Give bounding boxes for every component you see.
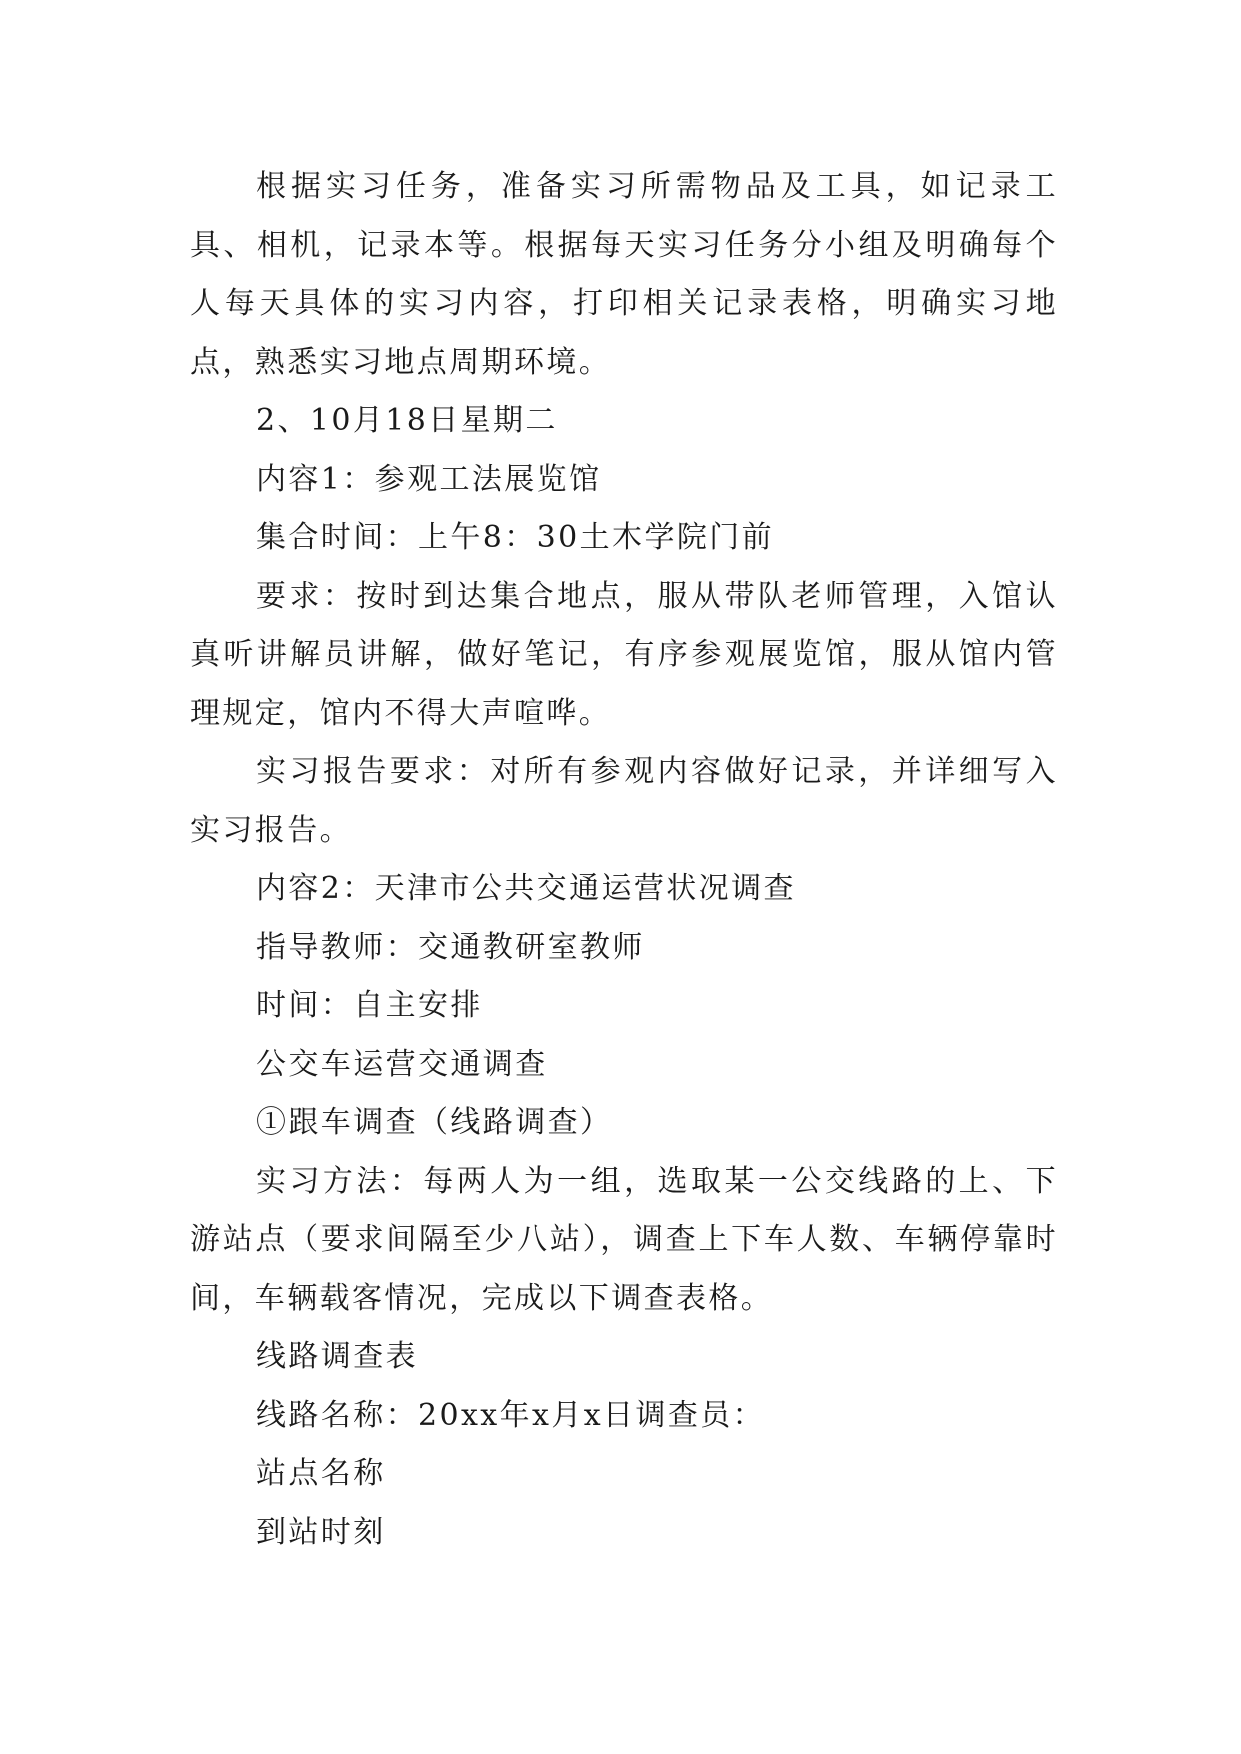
paragraph-requirements: 要求：按时到达集合地点，服从带队老师管理，入馆认真听讲解员讲解，做好笔记，有序参观展览馆，服从馆内管理规定，馆内不得大声喧哗。: [190, 578, 1058, 731]
paragraph-bus-survey: 公交车运营交通调查: [256, 1046, 548, 1082]
paragraph-date-heading: 2、10月18日星期二: [256, 403, 558, 438]
paragraph-preparation: 根据实习任务，准备实习所需物品及工具，如记录工具、相机，记录本等。根据每天实习任务分小组及明确每个人每天具体的实习内容，打印相关记录表格，明确实习地点，熟悉实习地点周期环境。: [190, 169, 1058, 380]
paragraph-arrival-time: 到站时刻: [256, 1514, 386, 1550]
paragraph-method: 实习方法：每两人为一组，选取某一公交线路的上、下游站点（要求间隔至少八站），调查上下车人数、车辆停靠时间，车辆载客情况，完成以下调查表格。: [190, 1163, 1058, 1316]
paragraph-time: 时间：自主安排: [256, 988, 483, 1023]
paragraph-route-name: 线路名称：20xx年x月x日调查员：: [256, 1397, 766, 1433]
paragraph-table-title: 线路调查表: [256, 1339, 418, 1374]
paragraph-route-survey: ①跟车调查（线路调查）: [256, 1105, 613, 1140]
document-body: [190, 158, 1058, 1562]
paragraph-content-2: 内容2：天津市公共交通运营状况调查: [256, 871, 796, 906]
paragraph-instructor: 指导教师：交通教研室教师: [256, 929, 645, 965]
paragraph-content-1: 内容1：参观工法展览馆: [256, 461, 602, 497]
paragraph-stop-name: 站点名称: [256, 1456, 386, 1491]
paragraph-report-requirements: 实习报告要求：对所有参观内容做好记录，并详细写入实习报告。: [190, 754, 1058, 848]
paragraph-assembly-time: 集合时间：上午8：30土木学院门前: [256, 520, 775, 555]
